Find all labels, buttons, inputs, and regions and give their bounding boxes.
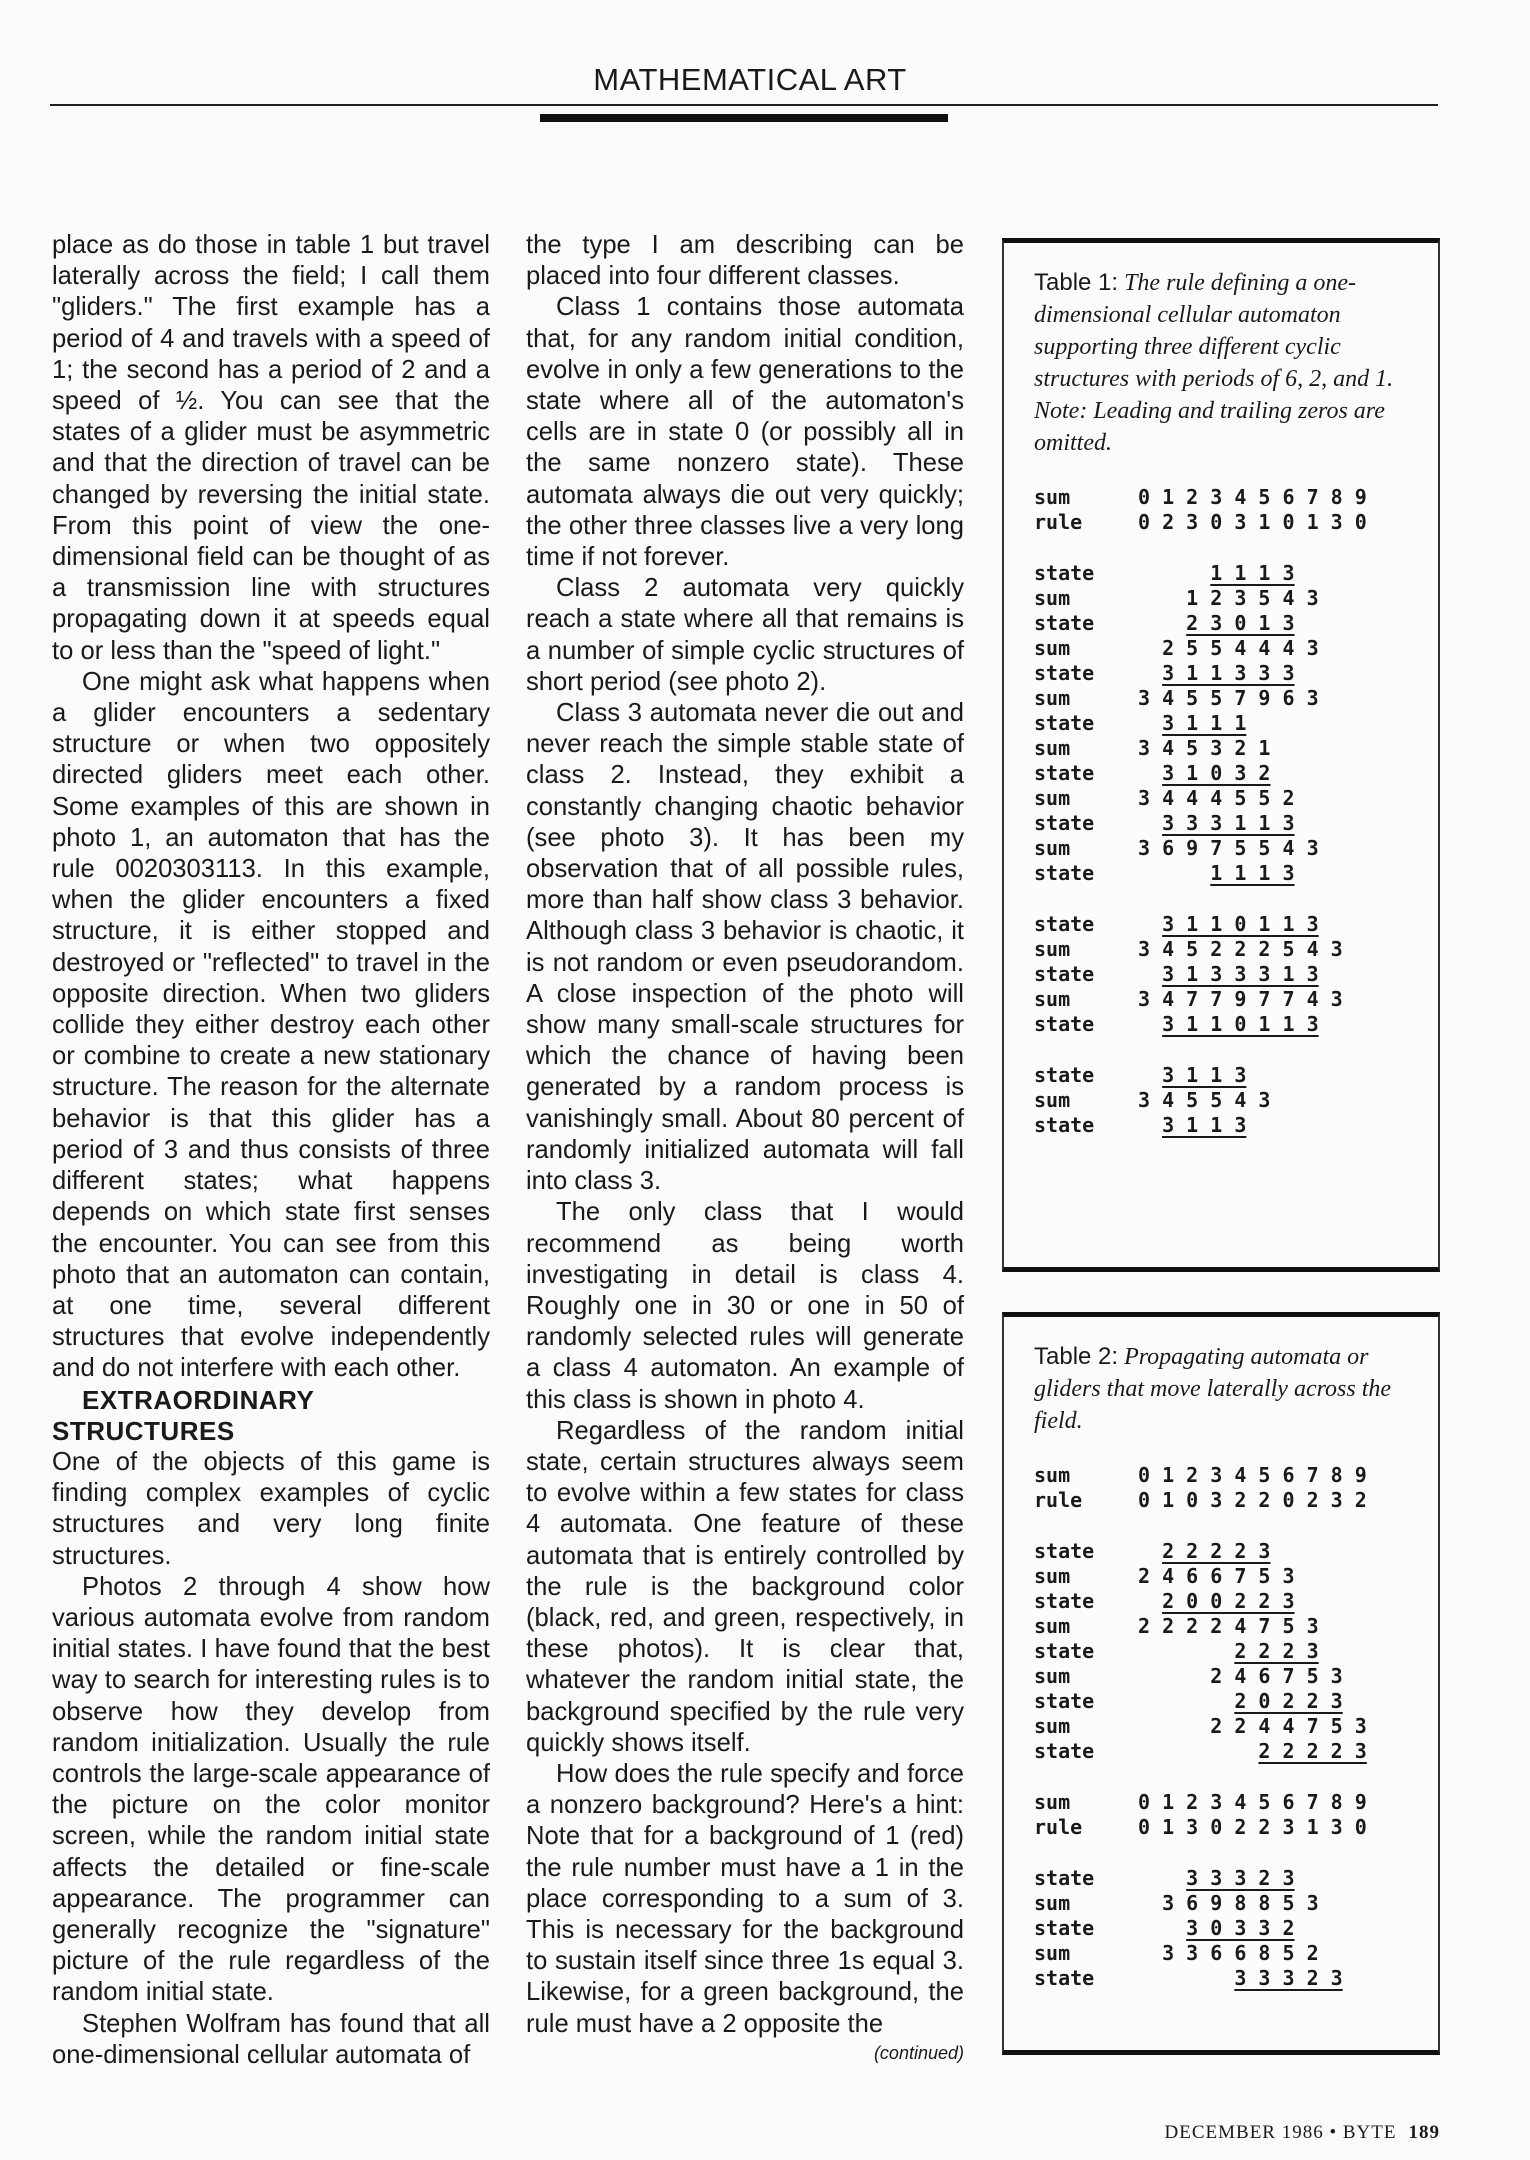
- table-2-caption: [1034, 1341, 1414, 1437]
- table-1-body: [1034, 485, 1438, 1138]
- row-digits: 2 3 0 1 3: [1186, 611, 1295, 635]
- row-label: sum: [1034, 1714, 1071, 1738]
- table-row: [1034, 510, 1438, 535]
- row-label: sum: [1034, 1614, 1071, 1638]
- table-row-block: [1034, 1539, 1438, 1764]
- table-row: [1034, 1966, 1438, 1991]
- row-label: state: [1034, 1916, 1095, 1940]
- table-row: [1034, 1113, 1438, 1138]
- row-digits: 3 4 5 3 2 1: [1138, 736, 1271, 760]
- table-row: [1034, 1564, 1438, 1589]
- row-label: sum: [1034, 1790, 1071, 1814]
- table-row-block: [1034, 1063, 1438, 1138]
- paragraph: How does the rule specify and force a nonzero background? Here's a hint: Note that for a background of 1 (red) the rule number must have a 1 in the place corresponding to a sum of 3. This is necessary for the background to sustain itself since three 1s equal 3. Likewise, for a green background, the rule must have a 2 opposite the: [526, 1759, 964, 2038]
- row-label: sum: [1034, 836, 1071, 860]
- row-label: state: [1034, 1539, 1095, 1563]
- row-digits: 3 1 0 3 2: [1162, 761, 1271, 785]
- page-number: 189: [1408, 2122, 1440, 2143]
- table-2-caption-text: Propagating automata or gliders that move laterally across the field.: [1034, 1344, 1392, 1434]
- row-label: sum: [1034, 586, 1071, 610]
- row-label: sum: [1034, 1564, 1071, 1588]
- row-label: sum: [1034, 636, 1071, 660]
- paragraph: Regardless of the random initial state, certain structures always seem to evolve within a few states for class 4 automata. One feature of these automata that is entirely controlled by the rule is the background color (black, red, and green, respectively, in these photos). It is clear that, whatever the random initial state, the background specified by the rule very quickly shows itself.: [526, 1416, 964, 1757]
- table-row: [1034, 861, 1438, 886]
- row-digits: 1 1 1 3: [1210, 861, 1295, 885]
- row-label: state: [1034, 1589, 1095, 1613]
- table-row: [1034, 937, 1438, 962]
- row-digits: 2 4 6 6 7 5 3: [1138, 1564, 1295, 1588]
- left-column: [52, 230, 490, 2071]
- table-row: [1034, 1815, 1438, 1840]
- row-digits: 3 4 5 5 7 9 6 3: [1138, 686, 1319, 710]
- paragraph: the type I am describing can be placed into four different classes.: [526, 231, 964, 291]
- table-row: [1034, 736, 1438, 761]
- row-label: state: [1034, 1639, 1095, 1663]
- row-label: rule: [1034, 1815, 1083, 1839]
- row-digits: 2 5 5 4 4 4 3: [1162, 636, 1319, 660]
- row-label: sum: [1034, 1941, 1071, 1965]
- section-heading: EXTRAORDINARY STRUCTURES: [52, 1384, 315, 1446]
- row-label: state: [1034, 711, 1095, 735]
- row-label: sum: [1034, 485, 1071, 509]
- row-label: state: [1034, 1063, 1095, 1087]
- table-row-block: [1034, 561, 1438, 886]
- table-row: [1034, 1891, 1438, 1916]
- table-row: [1034, 1714, 1438, 1739]
- row-label: state: [1034, 861, 1095, 885]
- paragraph: The only class that I would recommend as being worth investigating in detail is class 4. Roughly one in 30 or one in 50 of randomly selected rules will generate a class 4 automaton. An example of this class is shown in photo 4.: [526, 1198, 964, 1414]
- row-label: state: [1034, 1012, 1095, 1036]
- table-row-block: [1034, 1866, 1438, 1991]
- paragraph: Class 3 automata never die out and never reach the simple stable state of class 2. Instead, they exhibit a constantly changing chaotic behavior (see photo 3). It has been my observation that of all possible rules, more than half show class 3 behavior. Although class 3 behavior is chaotic, it is not random or even pseudorandom. A close inspection of the photo will show many small-scale structures for which the chance of having been generated by a random process is vanishingly small. About 80 percent of randomly initialized automata will fall into class 3.: [526, 699, 964, 1196]
- paragraph: One of the objects of this game is finding complex examples of cyclic structures and very long finite structures.: [52, 1447, 490, 1570]
- table-row: [1034, 1689, 1438, 1714]
- row-digits: 3 4 4 4 5 5 2: [1138, 786, 1295, 810]
- table-row: [1034, 686, 1438, 711]
- row-digits: 2 0 2 2 3: [1234, 1689, 1343, 1713]
- middle-column: [526, 230, 964, 2066]
- row-digits: 3 1 3 3 3 1 3: [1162, 962, 1319, 986]
- table-row: [1034, 586, 1438, 611]
- row-digits: 2 4 6 7 5 3: [1210, 1664, 1343, 1688]
- row-label: state: [1034, 561, 1095, 585]
- table-row: [1034, 1790, 1438, 1815]
- row-label: sum: [1034, 1463, 1071, 1487]
- row-label: state: [1034, 811, 1095, 835]
- row-label: state: [1034, 912, 1095, 936]
- row-label: state: [1034, 1866, 1095, 1890]
- row-label: state: [1034, 1739, 1095, 1763]
- table-row: [1034, 1088, 1438, 1113]
- row-digits: 3 1 1 0 1 1 3: [1162, 912, 1319, 936]
- table-row: [1034, 1614, 1438, 1639]
- table-row: [1034, 1916, 1438, 1941]
- row-label: rule: [1034, 1488, 1083, 1512]
- table-row-block: [1034, 912, 1438, 1037]
- table-1-caption-text: The rule defining a one-dimensional cellular automaton supporting three different cyclic structures with periods of 6, 2, and 1. Note: Leading and trailing zeros are omitted.: [1034, 270, 1394, 456]
- row-label: sum: [1034, 1088, 1071, 1112]
- row-label: rule: [1034, 510, 1083, 534]
- row-label: state: [1034, 1113, 1095, 1137]
- row-label: state: [1034, 761, 1095, 785]
- header-bar: [540, 114, 948, 122]
- row-label: sum: [1034, 1891, 1071, 1915]
- row-digits: 3 3 3 1 1 3: [1162, 811, 1295, 835]
- table-row: [1034, 836, 1438, 861]
- row-digits: 2 2 4 4 7 5 3: [1210, 1714, 1367, 1738]
- table-2: [1002, 1312, 1440, 2055]
- table-row: [1034, 611, 1438, 636]
- table-2-label: Table 2:: [1034, 1343, 1119, 1370]
- row-digits: 3 6 9 8 8 5 3: [1162, 1891, 1319, 1915]
- table-row-block: [1034, 1790, 1438, 1840]
- footer-issue: DECEMBER 1986 • BYTE: [1164, 2122, 1397, 2143]
- row-digits: 3 3 6 6 8 5 2: [1162, 1941, 1319, 1965]
- table-row-block: [1034, 1463, 1438, 1513]
- row-digits: 3 1 1 3 3 3: [1162, 661, 1295, 685]
- table-1-caption: [1034, 267, 1414, 459]
- row-digits: 2 2 2 2 3: [1162, 1539, 1271, 1563]
- row-digits: 0 1 0 3 2 2 0 2 3 2: [1138, 1488, 1367, 1512]
- table-row: [1034, 761, 1438, 786]
- row-digits: 0 1 3 0 2 2 3 1 3 0: [1138, 1815, 1367, 1839]
- table-row: [1034, 962, 1438, 987]
- row-digits: 1 1 1 3: [1210, 561, 1295, 585]
- row-label: state: [1034, 1689, 1095, 1713]
- row-digits: 3 6 9 7 5 5 4 3: [1138, 836, 1319, 860]
- row-digits: 3 3 3 2 3: [1234, 1966, 1343, 1990]
- row-digits: 0 2 3 0 3 1 0 1 3 0: [1138, 510, 1367, 534]
- table-row: [1034, 1012, 1438, 1037]
- row-digits: 3 4 7 7 9 7 7 4 3: [1138, 987, 1343, 1011]
- table-row: [1034, 811, 1438, 836]
- running-header: MATHEMATICAL ART: [593, 62, 907, 97]
- table-row: [1034, 1639, 1438, 1664]
- row-digits: 3 3 3 2 3: [1186, 1866, 1295, 1890]
- row-label: state: [1034, 962, 1095, 986]
- continued-note: (continued): [873, 2042, 964, 2063]
- row-digits: 2 2 2 2 4 7 5 3: [1138, 1614, 1319, 1638]
- paragraph: Stephen Wolfram has found that all one-dimensional cellular automata of: [52, 2009, 490, 2069]
- paragraph: Class 1 contains those automata that, for any random initial condition, evolve in only a few generations to the state where all of the automaton's cells are in state 0 (or possibly all in the same nonzero state). These automata always die out very quickly; the other three classes live a very long time if not forever.: [526, 293, 964, 572]
- paragraph: One might ask what happens when a glider encounters a sedentary structure or when two oppositely directed gliders meet each other. Some examples of this are shown in photo 1, an automaton that has the rule 0020303113. In this example, when the glider encounters a fixed structure, it is either stopped and destroyed or "reflected" to travel in the opposite direction. When two gliders collide they either destroy each other or combine to create a new stationary structure. The reason for the alternate behavior is that this glider has a period of 3 and thus consists of three different states; what happens depends on which state first senses the encounter. You can see from this photo that an automaton can contain, at one time, several different structures that evolve independently and do not interfere with each other.: [52, 667, 490, 1383]
- table-row: [1034, 786, 1438, 811]
- row-digits: 2 2 2 2 3: [1258, 1739, 1367, 1763]
- table-1: [1002, 238, 1440, 1272]
- row-digits: 1 2 3 5 4 3: [1186, 586, 1319, 610]
- table-row: [1034, 1463, 1438, 1488]
- table-row: [1034, 485, 1438, 510]
- row-label: state: [1034, 661, 1095, 685]
- row-digits: 3 4 5 2 2 2 5 4 3: [1138, 937, 1343, 961]
- row-digits: 3 0 3 3 2: [1186, 1916, 1295, 1940]
- table-row: [1034, 987, 1438, 1012]
- row-digits: 2 0 0 2 2 3: [1162, 1589, 1295, 1613]
- row-digits: 0 1 2 3 4 5 6 7 8 9: [1138, 485, 1367, 509]
- table-row: [1034, 1589, 1438, 1614]
- table-row: [1034, 912, 1438, 937]
- table-row: [1034, 561, 1438, 586]
- table-row: [1034, 1664, 1438, 1689]
- row-label: sum: [1034, 987, 1071, 1011]
- table-1-label: Table 1:: [1034, 269, 1119, 296]
- table-row: [1034, 661, 1438, 686]
- row-digits: 0 1 2 3 4 5 6 7 8 9: [1138, 1463, 1367, 1487]
- table-row: [1034, 1063, 1438, 1088]
- row-digits: 0 1 2 3 4 5 6 7 8 9: [1138, 1790, 1367, 1814]
- row-digits: 3 4 5 5 4 3: [1138, 1088, 1271, 1112]
- table-row: [1034, 636, 1438, 661]
- table-2-body: [1034, 1463, 1438, 1991]
- row-digits: 3 1 1 0 1 1 3: [1162, 1012, 1319, 1036]
- header-rule: [50, 104, 1438, 106]
- paragraph: place as do those in table 1 but travel laterally across the field; I call them "gliders." The first example has a period of 4 and travels with a speed of 1; the second has a period of 2 and a speed of ½. You can see that the states of a glider must be asymmetric and that the direction of travel can be changed by reversing the initial state. From this point of view the one-dimensional field can be thought of as a transmission line with structures propagating down it at speeds equal to or less than the "speed of light.": [52, 231, 490, 665]
- row-label: state: [1034, 1966, 1095, 1990]
- row-digits: 3 1 1 3: [1162, 1113, 1247, 1137]
- row-digits: 3 1 1 1: [1162, 711, 1247, 735]
- row-label: sum: [1034, 736, 1071, 760]
- row-label: state: [1034, 611, 1095, 635]
- row-label: sum: [1034, 937, 1071, 961]
- row-digits: 3 1 1 3: [1162, 1063, 1247, 1087]
- paragraph: Photos 2 through 4 show how various automata evolve from random initial states. I have found that the best way to search for interesting rules is to observe how they develop from random initialization. Usually the rule controls the large-scale appearance of the picture on the color monitor screen, while the random initial state affects the detailed or fine-scale appearance. The programmer can generally recognize the "signature" picture of the rule regardless of the random initial state.: [52, 1572, 490, 2007]
- page-footer: [1165, 2122, 1440, 2144]
- table-row: [1034, 711, 1438, 736]
- row-label: sum: [1034, 1664, 1071, 1688]
- table-row: [1034, 1539, 1438, 1564]
- row-digits: 2 2 2 3: [1234, 1639, 1319, 1663]
- table-row-block: [1034, 485, 1438, 535]
- table-row: [1034, 1488, 1438, 1513]
- table-row: [1034, 1739, 1438, 1764]
- table-row: [1034, 1866, 1438, 1891]
- row-label: sum: [1034, 786, 1071, 810]
- table-row: [1034, 1941, 1438, 1966]
- paragraph: Class 2 automata very quickly reach a state where all that remains is a number of simple cyclic structures of short period (see photo 2).: [526, 574, 964, 696]
- row-label: sum: [1034, 686, 1071, 710]
